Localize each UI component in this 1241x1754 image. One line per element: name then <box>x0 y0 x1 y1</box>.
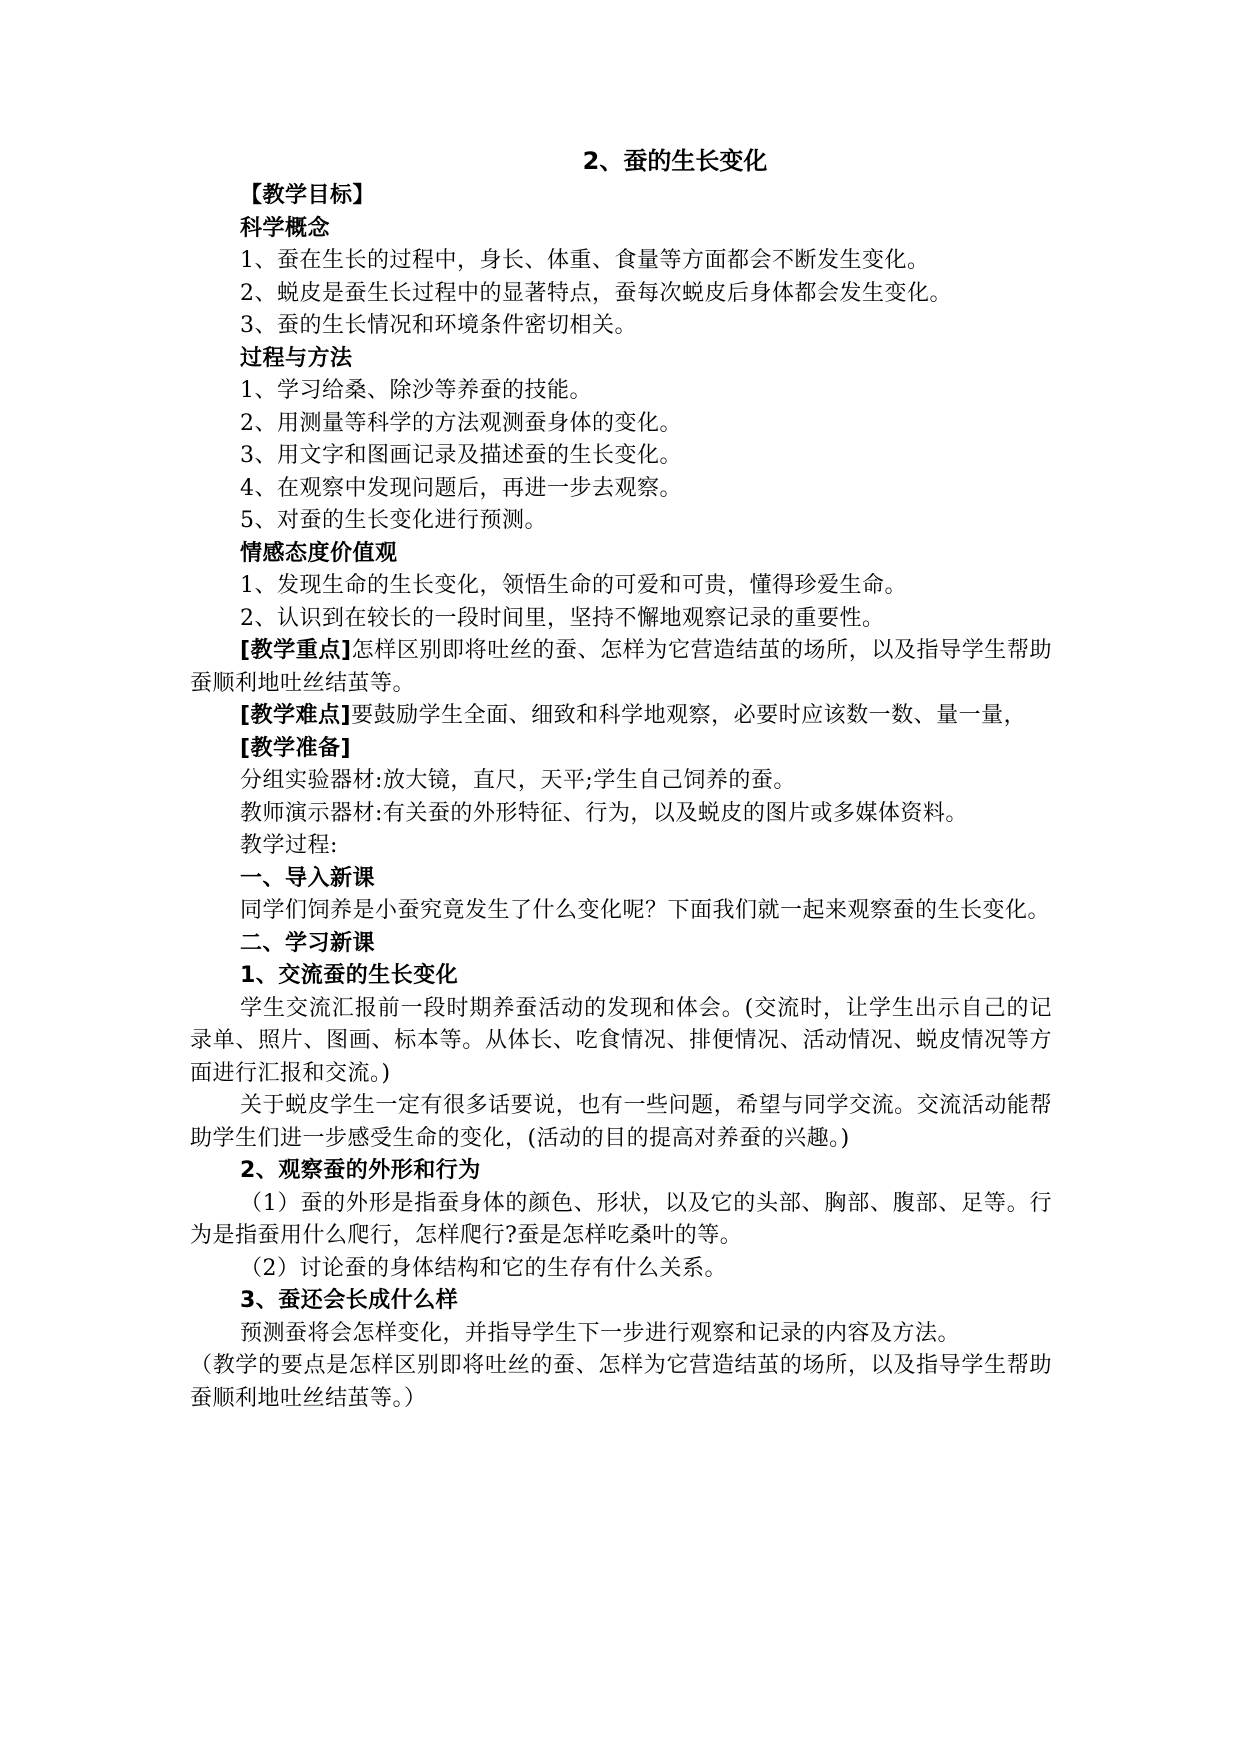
sub3-text: 预测蚕将会怎样变化，并指导学生下一步进行观察和记录的内容及方法。 <box>240 1320 961 1346</box>
process-item: 1、学习给桑、除沙等养蚕的技能。 <box>240 378 592 403</box>
group-materials: 分组实验器材:放大镜，直尺，天平;学生自己饲养的蚕。 <box>240 768 796 793</box>
document-content <box>190 146 1052 1415</box>
sub1-heading: 1、交流蚕的生长变化 <box>240 963 459 988</box>
teacher-materials: 教师演示器材:有关蚕的外形特征、行为，以及蜕皮的图片或多媒体资料。 <box>240 800 968 826</box>
process-item: 5、对蚕的生长变化进行预测。 <box>240 508 547 533</box>
process-label: 教学过程: <box>240 833 338 858</box>
key-points-paragraph <box>190 635 1052 700</box>
attitude-item: 1、发现生命的生长变化，领悟生命的可爱和可贵，懂得珍爱生命。 <box>240 573 907 598</box>
process-item: 3、用文字和图画记录及描述蚕的生长变化。 <box>240 443 682 468</box>
sub3-note: （教学的要点是怎样区别即将吐丝的蚕、怎样为它营造结茧的场所，以及指导学生帮助蚕顺利地吐丝结茧等。） <box>190 1353 1052 1411</box>
process-heading: 过程与方法 <box>240 345 353 371</box>
sub1-text: 学生交流汇报前一段时期养蚕活动的发现和体会。(交流时，让学生出示自己的记录单、照片、图画、标本等。从体长、吃食情况、排便情况、活动情况、蜕皮情况等方面进行汇报和交流。) <box>190 995 1052 1086</box>
concept-heading: 科学概念 <box>240 215 331 241</box>
section1-text: 同学们饲养是小蚕究竟发生了什么变化呢？下面我们就一起来观察蚕的生长变化。 <box>240 898 1051 923</box>
sub3-heading: 3、蚕还会长成什么样 <box>240 1288 459 1313</box>
objectives-heading: 【教学目标】 <box>240 183 376 208</box>
concept-item: 3、蚕的生长情况和环境条件密切相关。 <box>240 313 637 338</box>
document-title: 2、蚕的生长变化 <box>582 147 768 175</box>
sub1-text: 关于蜕皮学生一定有很多话要说，也有一些问题，希望与同学交流。交流活动能帮助学生们进一步感受生命的变化，(活动的目的提高对养蚕的兴趣。) <box>190 1093 1052 1151</box>
sub2-heading: 2、观察蚕的外形和行为 <box>240 1158 481 1183</box>
preparation-heading: [教学准备] <box>240 735 352 761</box>
difficulty-text: 要鼓励学生全面、细致和科学地观察，必要时应该数一数、量一量， <box>351 703 1027 728</box>
process-item: 4、在观察中发现问题后，再进一步去观察。 <box>240 475 682 501</box>
sub2-text: （2）讨论蚕的身体结构和它的生存有什么关系。 <box>240 1255 727 1281</box>
key-points-label: [教学重点] <box>240 638 352 663</box>
section1-heading: 一、导入新课 <box>240 865 376 891</box>
process-item: 2、用测量等科学的方法观测蚕身体的变化。 <box>240 410 682 436</box>
concept-item: 1、蚕在生长的过程中，身长、体重、食量等方面都会不断发生变化。 <box>240 248 930 273</box>
sub2-text: （1）蚕的外形是指蚕身体的颜色、形状，以及它的头部、胸部、腹部、足等。行为是指蚕用什么爬行，怎样爬行?蚕是怎样吃桑叶的等。 <box>190 1190 1052 1248</box>
difficulty-paragraph <box>190 700 1052 733</box>
attitude-heading: 情感态度价值观 <box>240 540 398 566</box>
section2-heading: 二、学习新课 <box>240 930 376 956</box>
attitude-item: 2、认识到在较长的一段时间里，坚持不懈地观察记录的重要性。 <box>240 605 885 631</box>
key-points-text: 怎样区别即将吐丝的蚕、怎样为它营造结茧的场所，以及指导学生帮助蚕顺利地吐丝结茧等。 <box>190 638 1052 696</box>
concept-item: 2、蜕皮是蚕生长过程中的显著特点，蚕每次蜕皮后身体都会发生变化。 <box>240 280 952 306</box>
difficulty-label: [教学难点] <box>240 703 352 728</box>
